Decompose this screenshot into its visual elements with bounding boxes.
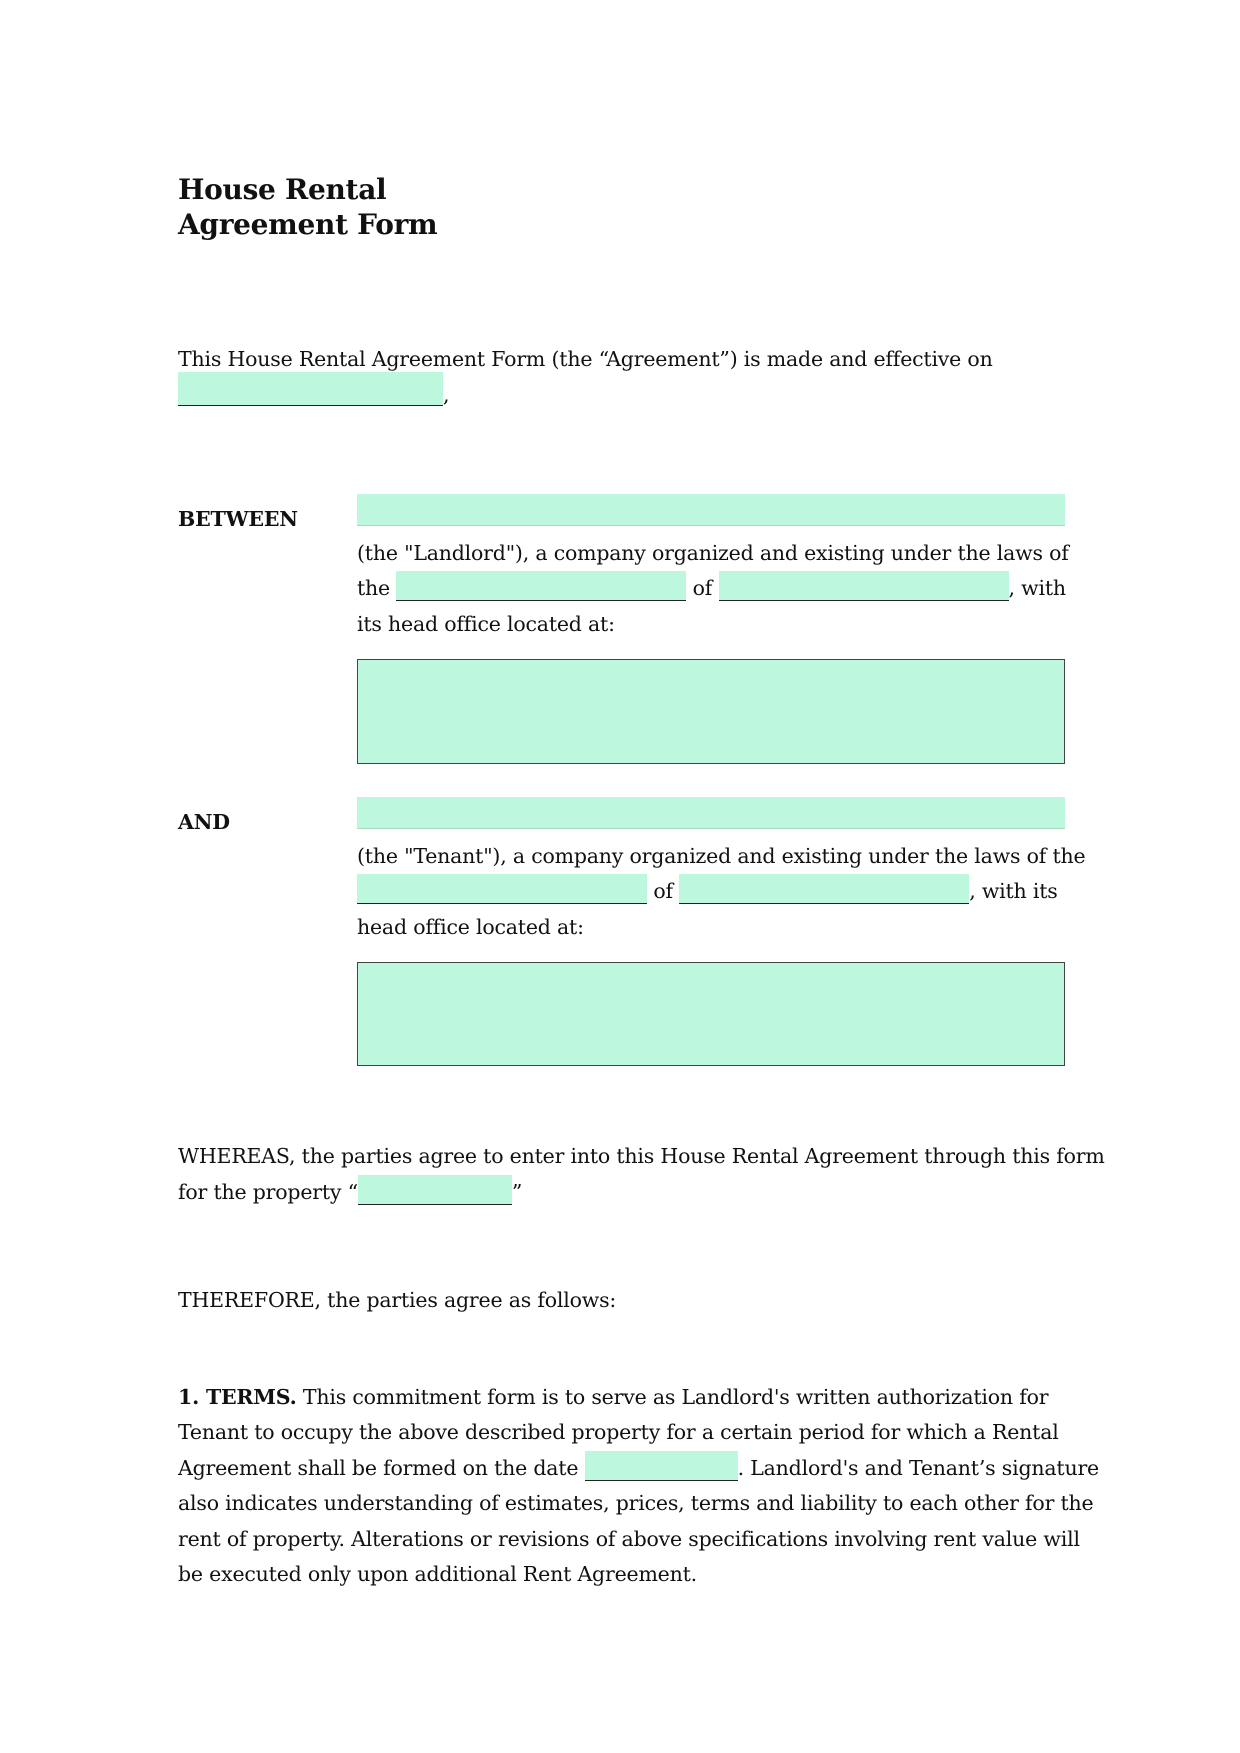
tenant-description-line-3: head office located at: (357, 915, 584, 939)
tenant-description-line-2 (357, 874, 1058, 910)
between-label: BETWEEN (178, 507, 298, 531)
terms-line-3 (178, 1451, 1099, 1487)
terms-line-4: also indicates understanding of estimates, prices, terms and liability to each other for the (178, 1491, 1094, 1515)
tenant-with-text: , with its (969, 879, 1058, 903)
tenant-address-field[interactable] (357, 962, 1065, 1066)
landlord-description-line-2 (357, 571, 1066, 607)
intro-text: This House Rental Agreement Form (the “Agreement”) is made and effective on (178, 347, 993, 371)
terms-line-3-start: Agreement shall be formed on the date (178, 1456, 585, 1480)
title-line-1: House Rental (178, 173, 387, 206)
tenant-of-text: of (653, 879, 673, 903)
whereas-close-quote: ” (511, 1180, 523, 1204)
terms-line-1 (178, 1380, 1048, 1416)
agreement-date-field[interactable] (585, 1451, 738, 1481)
landlord-country-field[interactable] (719, 571, 1009, 601)
landlord-address-field[interactable] (357, 659, 1065, 764)
tenant-country-field[interactable] (679, 874, 969, 904)
document-title (178, 172, 437, 242)
property-field[interactable] (358, 1175, 512, 1205)
terms-line-3-end: . Landlord's and Tenant’s signature (737, 1456, 1099, 1480)
therefore-text: THEREFORE, the parties agree as follows: (178, 1288, 617, 1312)
whereas-line-2 (178, 1175, 522, 1211)
whereas-property-text: for the property “ (178, 1180, 358, 1204)
tenant-state-field[interactable] (357, 874, 647, 904)
terms-line-6: be executed only upon additional Rent Agreement. (178, 1562, 697, 1586)
terms-line-2: Tenant to occupy the above described property for a certain period for which a Rental (178, 1420, 1059, 1444)
terms-line-5: rent of property. Alterations or revisions of above specifications involving rent value will (178, 1527, 1080, 1551)
landlord-description-line-1: (the "Landlord"), a company organized and existing under the laws of (357, 541, 1069, 565)
and-label: AND (178, 810, 230, 834)
terms-heading: 1. TERMS. (178, 1385, 297, 1409)
landlord-with-text: , with (1008, 576, 1066, 600)
landlord-name-field[interactable] (357, 494, 1065, 526)
tenant-description-line-1: (the "Tenant"), a company organized and existing under the laws of the (357, 844, 1086, 868)
intro-comma: , (443, 383, 450, 407)
landlord-of-text: of (692, 576, 713, 600)
whereas-line-1: WHEREAS, the parties agree to enter into this House Rental Agreement through this form (178, 1144, 1105, 1168)
landlord-description-line-3: its head office located at: (357, 612, 615, 636)
terms-line-1-text: This commitment form is to serve as Landlord's written authorization for (296, 1385, 1049, 1409)
effective-date-field[interactable] (178, 372, 443, 406)
landlord-the-text: the (357, 576, 390, 600)
title-line-2: Agreement Form (178, 208, 438, 241)
landlord-state-field[interactable] (396, 571, 686, 601)
tenant-name-field[interactable] (357, 797, 1065, 829)
